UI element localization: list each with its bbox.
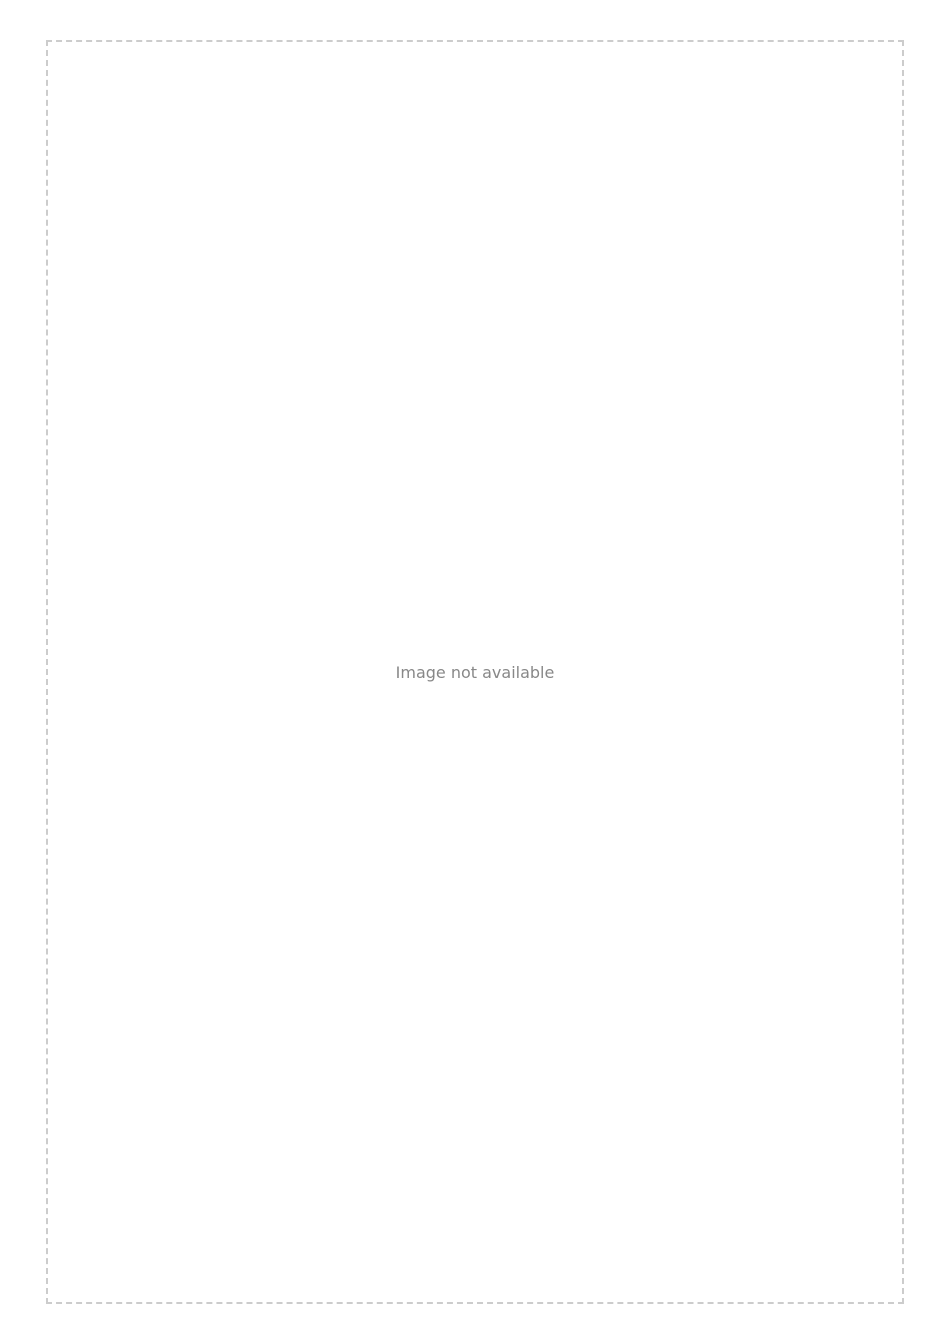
placeholder-message: Image not available xyxy=(395,662,555,682)
content-placeholder xyxy=(46,40,904,1304)
